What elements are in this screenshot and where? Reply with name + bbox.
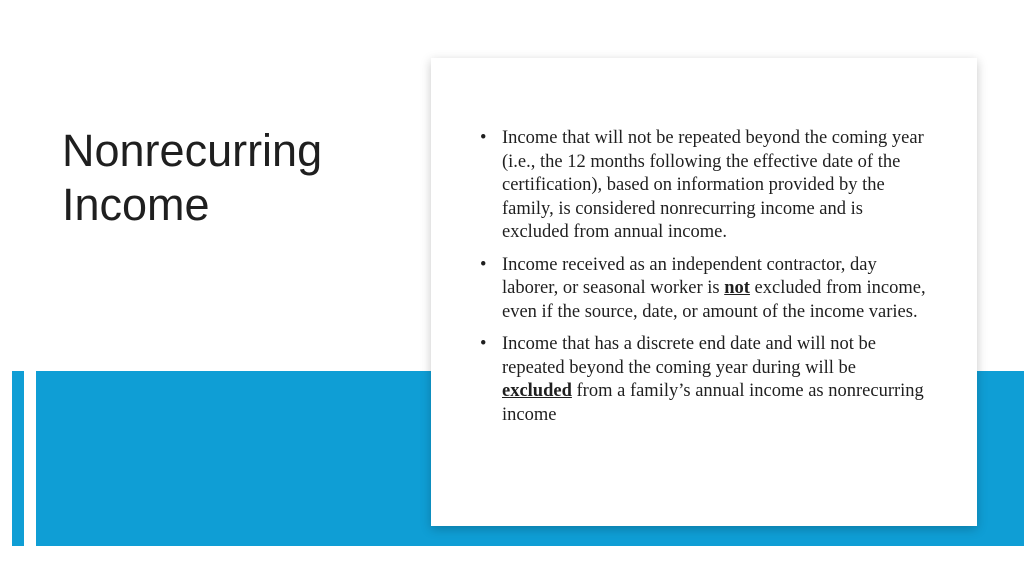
bullet-icon: • (480, 254, 487, 275)
bullet-text: Income that will not be repeated beyond the coming year (i.e., the 12 months following the effective date of the certification), based on information provided by the family, is considered nonrecurring income and is excluded from annual income. (502, 128, 924, 242)
emphasis-not: not (724, 278, 750, 298)
bullet-text-after: excluded from income, even if the source, date, or amount of the income varies. (502, 278, 926, 322)
bullet-item-1 (479, 127, 929, 245)
bullet-icon: • (480, 128, 487, 148)
emphasis-excluded: excluded (502, 381, 572, 401)
content-card (431, 58, 977, 526)
bullet-list (479, 127, 929, 436)
bullet-text-before: Income that has a discrete end date and will not be repeated beyond the coming year during will be (502, 334, 876, 378)
bullet-item-2 (479, 254, 929, 325)
bullet-text-before: Income received as an independent contractor, day laborer, or seasonal worker is (502, 254, 877, 298)
slide-title: Nonrecurring Income (62, 125, 323, 230)
bullet-item-3 (479, 333, 929, 427)
accent-stripe (12, 371, 24, 546)
bullet-text-after: from a family’s annual income as nonrecurring income (502, 381, 924, 425)
bullet-icon: • (480, 334, 487, 354)
